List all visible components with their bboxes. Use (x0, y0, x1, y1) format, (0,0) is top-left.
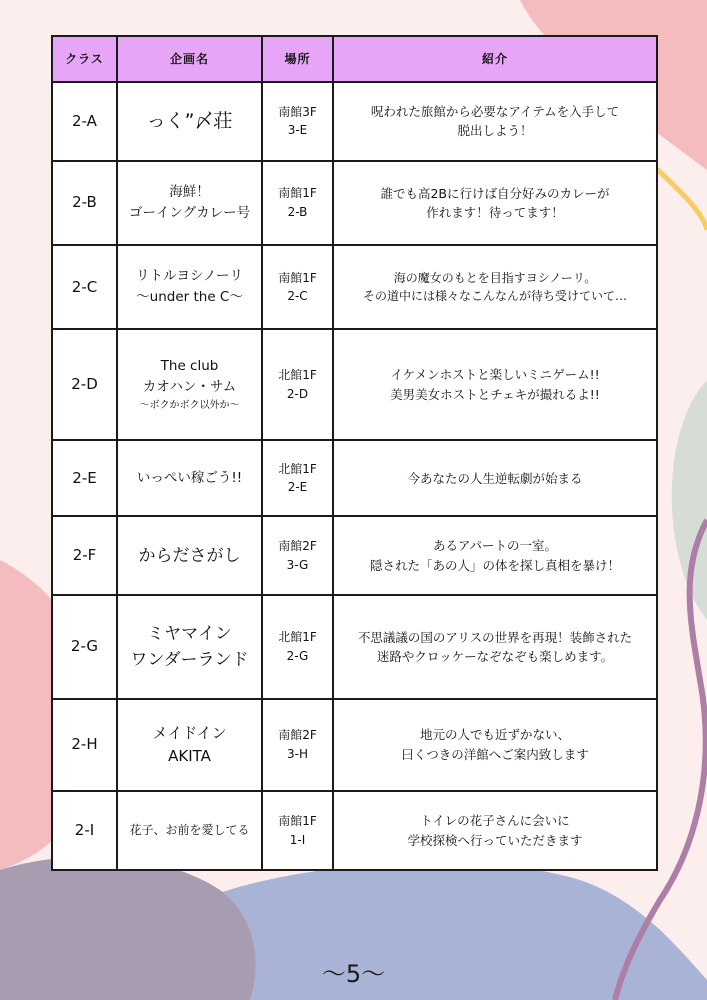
location-cell (262, 699, 333, 792)
table-row (52, 516, 657, 595)
location-building: 南館3F (278, 104, 317, 119)
location-room: 2-D (286, 386, 309, 401)
event-name-cell (117, 699, 262, 792)
location-building: 南館2F (278, 539, 317, 554)
event-name-cell (117, 82, 262, 161)
event-name-cell (117, 245, 262, 329)
intro-line: 学校探検へ行っていただきます (407, 832, 583, 848)
intro-cell (333, 245, 657, 329)
location-building: 北館1F (278, 461, 317, 476)
table-header-row (52, 36, 657, 82)
table-row (52, 161, 657, 245)
intro-line: 隠された「あの人」の体を探し真相を暴け！ (369, 557, 620, 573)
intro-line: 脱出しよう！ (457, 123, 533, 139)
event-name-line: AKITA (168, 746, 211, 765)
event-name-cell (117, 161, 262, 245)
location-room: 2-C (287, 289, 308, 304)
event-name-line: メイドイン (152, 723, 227, 742)
intro-line: 迷路やクロッケーなぞなぞも楽しめます。 (376, 648, 614, 664)
class-cell: 2-A (52, 82, 117, 161)
location-room: 3-E (287, 123, 308, 138)
location-room: 1-I (289, 832, 306, 847)
intro-line: 呪われた旅館から必要なアイテムを入手して (370, 104, 620, 120)
page-number: 〜5〜 (321, 960, 386, 988)
intro-cell (333, 161, 657, 245)
intro-cell (333, 791, 657, 870)
intro-line: トイレの花子さんに会いに (420, 813, 570, 829)
event-name-line: 花子、お前を愛してる (129, 823, 250, 838)
class-cell: 2-C (52, 245, 117, 329)
intro-line: 誰でも高2Bに行けば自分好みのカレーが (380, 185, 610, 201)
intro-cell (333, 82, 657, 161)
table-row (52, 595, 657, 698)
intro-line: 美男美女ホストとチェキが撮れるよ!! (390, 386, 600, 402)
event-name-cell (117, 329, 262, 440)
event-name-line: ワンダーランド (130, 649, 249, 670)
intro-line: 海の魔女のもとを目指すヨシノーリ。 (393, 270, 597, 285)
event-name-line: 海鮮！ (169, 184, 210, 201)
intro-line: その道中には様々なこんなんが待ち受けていて… (362, 289, 627, 304)
class-cell: 2-G (52, 595, 117, 698)
location-room: 2-E (287, 480, 308, 495)
header-location: 場所 (262, 36, 333, 82)
location-building: 南館1F (278, 186, 317, 201)
location-cell (262, 791, 333, 870)
event-name-cell (117, 791, 262, 870)
location-cell (262, 440, 333, 516)
header-event-name: 企画名 (117, 36, 262, 82)
event-name-line: 〜under the C〜 (136, 289, 243, 306)
class-cell: 2-F (52, 516, 117, 595)
event-name-cell (117, 440, 262, 516)
class-cell: 2-E (52, 440, 117, 516)
event-name-line: からださがし (138, 545, 241, 566)
table-row (52, 245, 657, 329)
event-name-line: The club (160, 358, 219, 375)
location-cell (262, 516, 333, 595)
event-name-line: ミヤマイン (147, 623, 232, 644)
intro-cell (333, 329, 657, 440)
intro-cell (333, 595, 657, 698)
location-building: 北館1F (278, 630, 317, 645)
intro-line: 今あなたの人生逆転劇が始まる (407, 470, 583, 486)
intro-cell (333, 516, 657, 595)
class-cell: 2-B (52, 161, 117, 245)
class-cell: 2-D (52, 329, 117, 440)
event-name-cell (117, 595, 262, 698)
location-cell (262, 595, 333, 698)
intro-line: あるアパートの一室。 (432, 538, 557, 554)
event-name-line: ゴーイングカレー号 (128, 205, 251, 222)
table-row (52, 440, 657, 516)
intro-line: 曰くつきの洋館へご案内致します (401, 746, 589, 762)
table-row (52, 699, 657, 792)
header-introduction: 紹介 (333, 36, 657, 82)
table-row (52, 329, 657, 440)
class-cell: 2-H (52, 699, 117, 792)
location-cell (262, 329, 333, 440)
location-room: 2-B (287, 205, 308, 220)
location-building: 北館1F (278, 368, 317, 383)
table-row (52, 82, 657, 161)
location-building: 南館1F (278, 813, 317, 828)
location-room: 2-G (286, 648, 309, 663)
intro-cell (333, 699, 657, 792)
event-name-line: リトルヨシノーリ (135, 268, 244, 285)
intro-line: 作れます！待ってます！ (426, 205, 564, 221)
class-cell: 2-I (52, 791, 117, 870)
location-building: 南館1F (278, 270, 317, 285)
location-room: 3-H (287, 746, 308, 761)
event-name-cell (117, 516, 262, 595)
event-name-line: っく”〆荘 (146, 109, 233, 132)
header-class: クラス (52, 36, 117, 82)
intro-line: イケメンホストと楽しいミニゲーム!! (390, 367, 600, 383)
event-name-line: いっぺい稼ごう!! (136, 469, 243, 486)
intro-line: 不思議議の国のアリスの世界を再現！装飾された (357, 629, 633, 645)
intro-cell (333, 440, 657, 516)
event-table (51, 35, 658, 871)
location-cell (262, 245, 333, 329)
location-room: 3-G (286, 557, 309, 572)
intro-line: 地元の人でも近ずかない、 (419, 727, 570, 743)
location-building: 南館2F (278, 728, 317, 743)
event-name-line: カオハン・サム (142, 379, 237, 396)
event-name-subtitle: 〜ボクかボク以外か〜 (139, 400, 240, 412)
table-row (52, 791, 657, 870)
location-cell (262, 161, 333, 245)
location-cell (262, 82, 333, 161)
